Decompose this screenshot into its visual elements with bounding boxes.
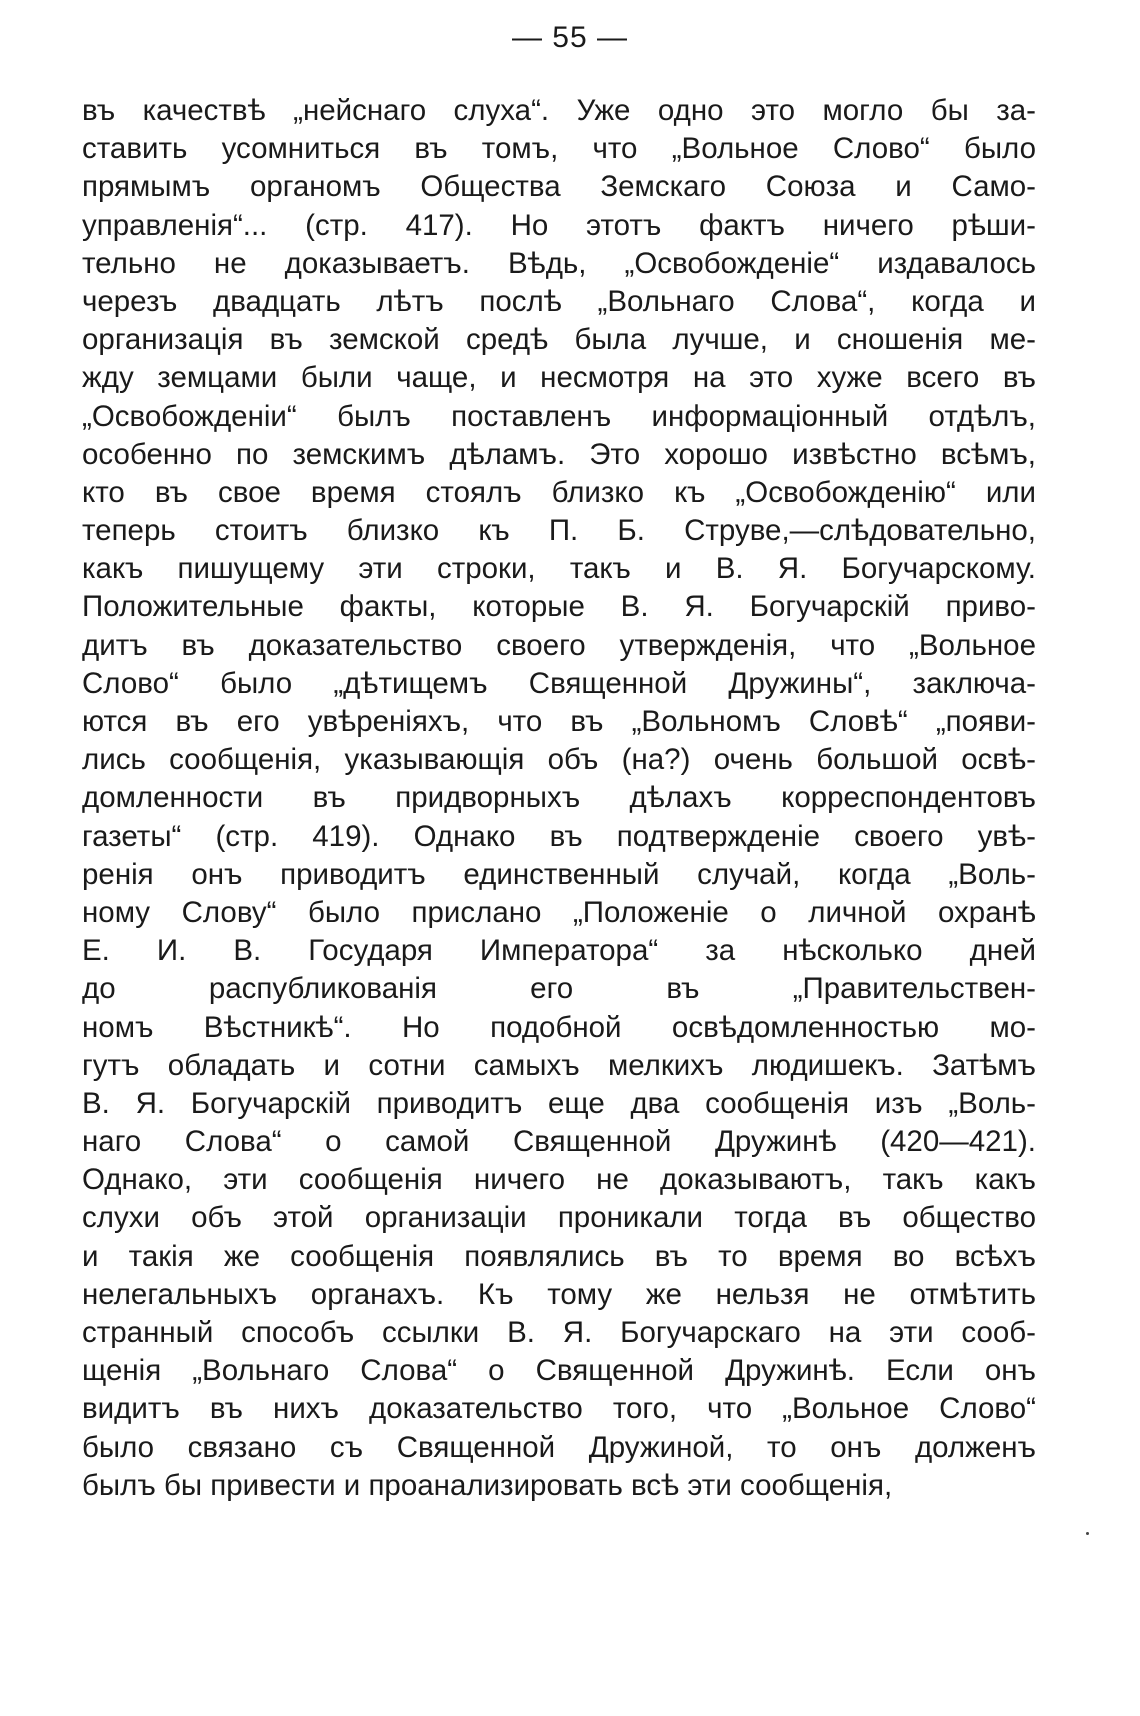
text-line: слухи объ этой организаціи проникали тогда въ общество [82,1201,1036,1235]
text-line: жду земцами были чаще, и несмотря на это хуже всего въ [82,361,1036,395]
text-line: въ качествѣ „нейснаго слуха“. Уже одно это могло бы за- [82,94,1036,127]
text-line: Слово“ было „дѣтищемъ Священной Дружины“, заключа- [82,666,1036,700]
text-line: щенія „Вольнаго Слова“ о Священной Дружинѣ. Если онъ [82,1354,1036,1388]
text-line: странный способъ ссылки В. Я. Богучарскаго на эти сооб- [82,1316,1036,1349]
text-line: ренія онъ приводитъ единственный случай, когда „Воль- [82,857,1036,891]
text-line: наго Слова“ о самой Священной Дружинѣ (420—421). [82,1125,1036,1159]
body-text [82,92,1036,1505]
text-line: какъ пишущему эти строки, такъ и В. Я. Богучарскому. [82,552,1036,586]
text-line: организація въ земской средѣ была лучше, и сношенія ме- [82,323,1036,357]
text-line: гутъ обладать и сотни самыхъ мелкихъ людишекъ. Затѣмъ [82,1048,1036,1082]
text-line: Е. И. В. Государя Императора“ за нѣсколько дней [82,934,1036,968]
text-line: домленности въ придворныхъ дѣлахъ корреспондентовъ [82,781,1036,815]
text-line: было связано съ Священной Дружиной, то онъ долженъ [82,1430,1036,1464]
text-line: ются въ его увѣреніяхъ, что въ „Вольномъ Словѣ“ „появи- [82,705,1036,738]
text-line: нелегальныхъ органахъ. Къ тому же нельзя не отмѣтить [82,1277,1036,1311]
text-line: кто въ свое время стоялъ близко къ „Освобожденію“ или [82,475,1036,509]
text-line: дитъ въ доказательство своего утвержденія, что „Вольное [82,628,1036,662]
scan-speck [1086,1532,1089,1535]
page-number: — 55 — [511,21,629,54]
text-line: до распубликованія его въ „Правительствен- [82,972,1036,1006]
text-line: прямымъ органомъ Общества Земскаго Союза и Само- [82,170,1036,204]
text-line: былъ бы привести и проанализировать всѣ эти сообщенія, [82,1468,893,1502]
text-line: ному Слову“ было прислано „Положеніе о личной охранѣ [82,895,1036,929]
text-line: „Освобожденіи“ былъ поставленъ информаціонный отдѣлъ, [82,399,1036,433]
text-line: номъ Вѣстникѣ“. Но подобной освѣдомленностью мо- [82,1010,1036,1044]
text-line: и такія же сообщенія появлялись въ то время во всѣхъ [82,1239,1036,1273]
text-line: Положительные факты, которые В. Я. Богучарскій приво- [82,590,1036,624]
text-line: Однако, эти сообщенія ничего не доказываютъ, такъ какъ [82,1163,1036,1197]
text-line: черезъ двадцать лѣтъ послѣ „Вольнаго Слова“, когда и [82,284,1036,318]
text-line: лись сообщенія, указывающія объ (на?) очень большой освѣ- [82,743,1036,777]
text-line: управленія“... (стр. 417). Но этотъ фактъ ничего рѣши- [82,208,1036,242]
text-line: тельно не доказываетъ. Вѣдь, „Освобожденіе“ издавалось [82,246,1036,280]
text-line: особенно по земскимъ дѣламъ. Это хорошо извѣстно всѣмъ, [82,437,1036,471]
text-line: ставить усомниться въ томъ, что „Вольное Слово“ было [82,132,1036,166]
text-line: видитъ въ нихъ доказательство того, что „Вольное Слово“ [82,1392,1036,1426]
text-line: В. Я. Богучарскій приводитъ еще два сообщенія изъ „Воль- [82,1086,1036,1120]
text-line: теперь стоитъ близко къ П. Б. Струве,—слѣдовательно, [82,514,1036,548]
text-line: газеты“ (стр. 419). Однако въ подтвержденіе своего увѣ- [82,819,1036,853]
